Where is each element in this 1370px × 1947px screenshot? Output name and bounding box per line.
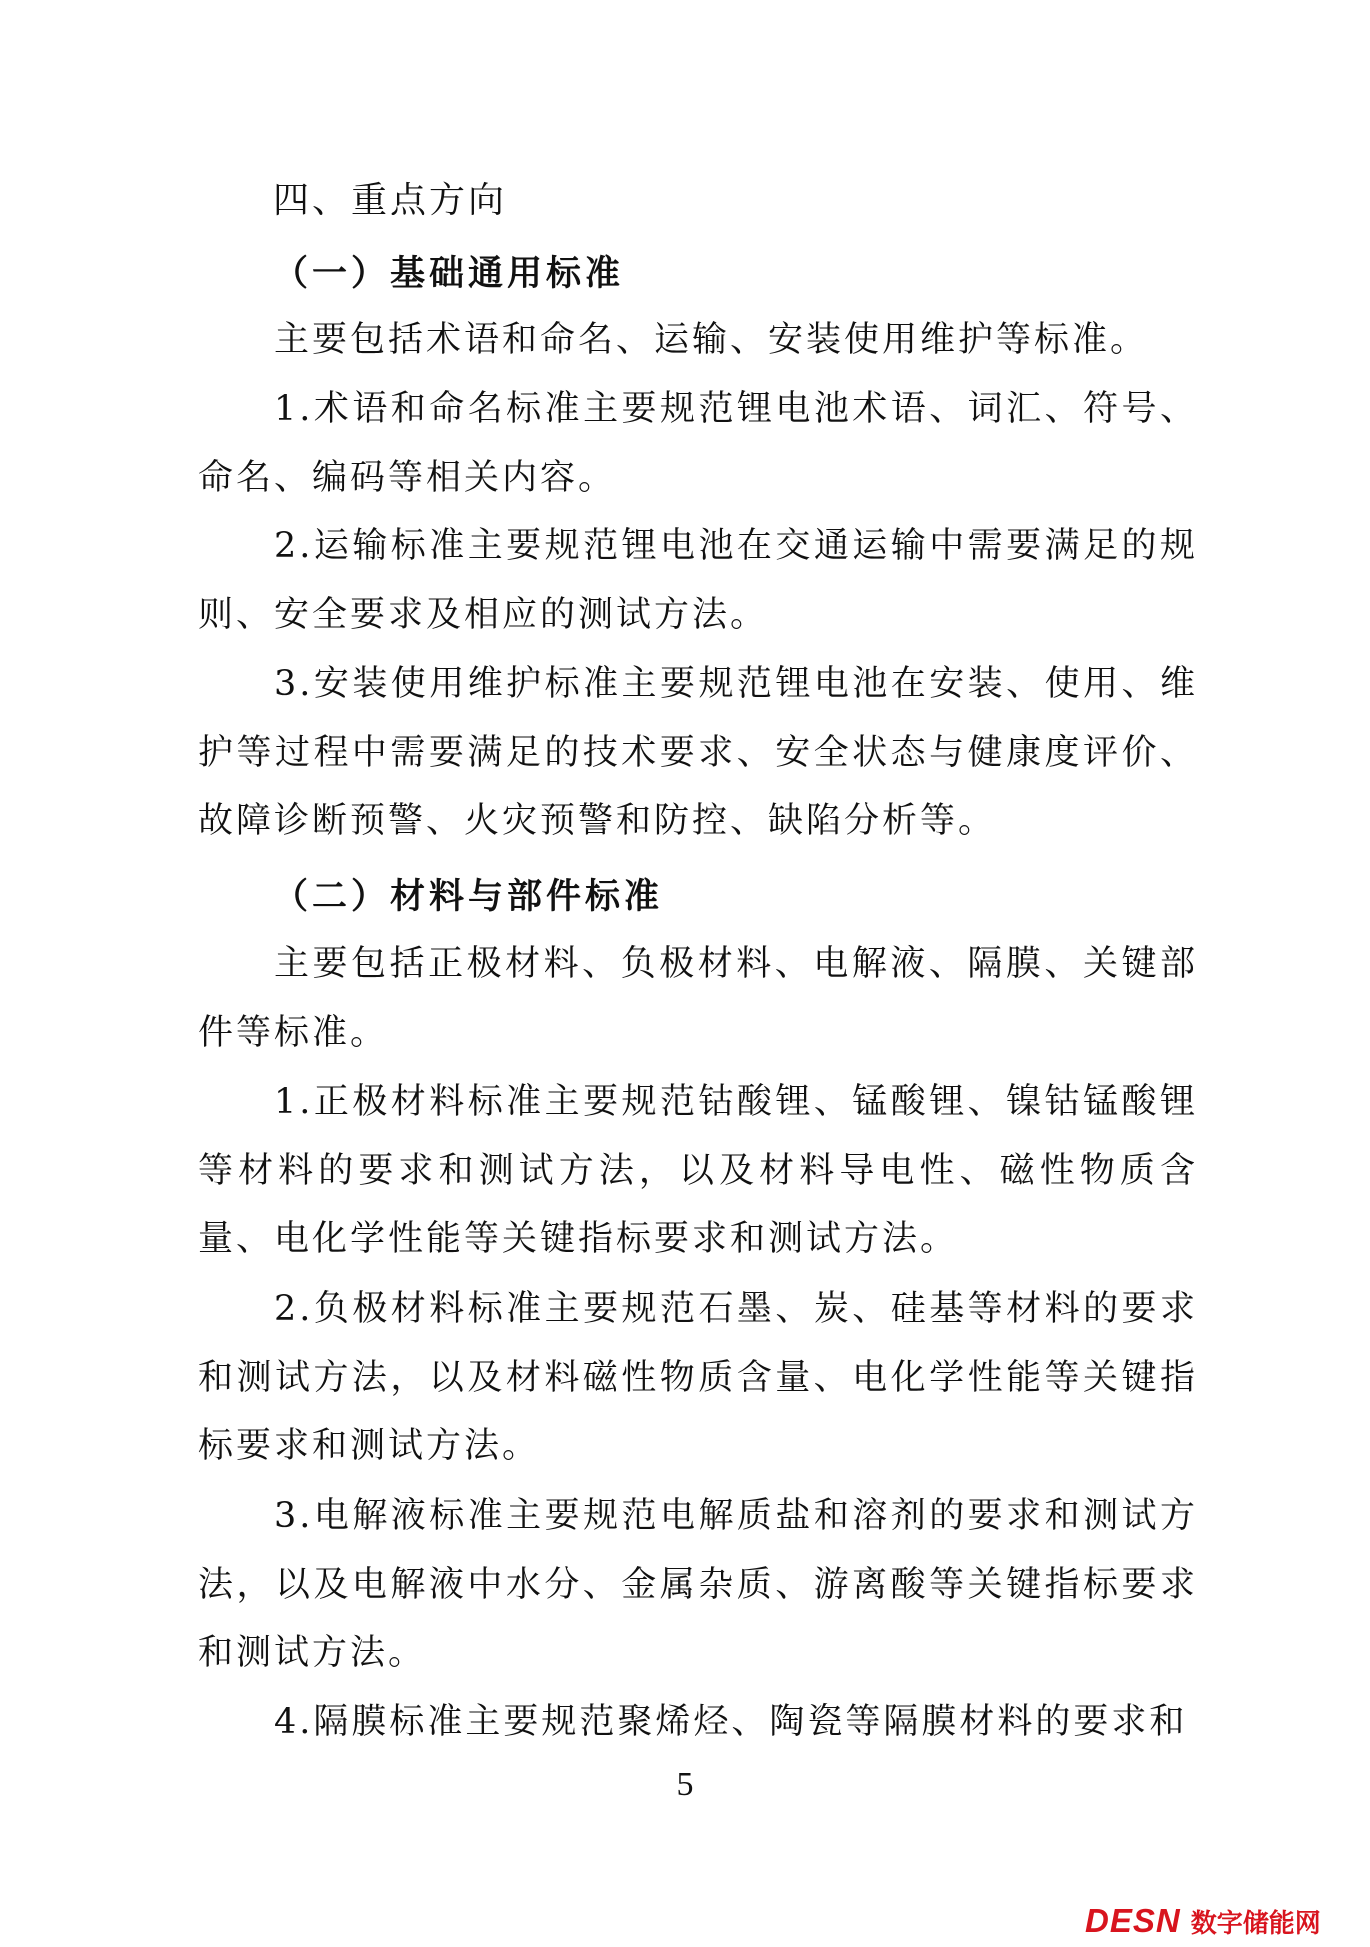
subsection-2-item-4: 4.隔膜标准主要规范聚烯烃、陶瓷等隔膜材料的要求和 bbox=[274, 1702, 1188, 1742]
subsection-1-item-3: 3.安装使用维护标准主要规范锂电池在安装、使用、维护等过程中需要满足的技术要求、安全状态与健康度评价、故障诊断预警、火灾预警和防控、缺陷分析等。 bbox=[198, 664, 1198, 841]
subsection-1-item-1: 1.术语和命名标准主要规范锂电池术语、词汇、符号、命名、编码等相关内容。 bbox=[198, 389, 1198, 498]
page-number: 5 bbox=[676, 1766, 694, 1803]
watermark-text: 数字储能网 bbox=[1190, 1908, 1321, 1939]
watermark bbox=[1085, 1902, 1321, 1940]
watermark-logo: DESN bbox=[1085, 1902, 1181, 1939]
subsection-2-item-2: 2.负极材料标准主要规范石墨、炭、硅基等材料的要求和测试方法，以及材料磁性物质含量、电化学性能等关键指标要求和测试方法。 bbox=[198, 1289, 1198, 1466]
section-title: 四、重点方向 bbox=[273, 180, 508, 221]
subsection-1-item-2: 2.运输标准主要规范锂电池在交通运输中需要满足的规则、安全要求及相应的测试方法。 bbox=[198, 526, 1198, 635]
subsection-1-intro: 主要包括术语和命名、运输、安装使用维护等标准。 bbox=[274, 320, 1149, 360]
subsection-2-title: （二）材料与部件标准 bbox=[273, 877, 664, 917]
subsection-1-title: （一）基础通用标准 bbox=[273, 254, 625, 294]
subsection-2-intro: 主要包括正极材料、负极材料、电解液、隔膜、关键部件等标准。 bbox=[198, 944, 1198, 1053]
subsection-2-item-1: 1.正极材料标准主要规范钴酸锂、锰酸锂、镍钴锰酸锂等材料的要求和测试方法，以及材料导电性、磁性物质含量、电化学性能等关键指标要求和测试方法。 bbox=[198, 1082, 1198, 1259]
subsection-2-item-3: 3.电解液标准主要规范电解质盐和溶剂的要求和测试方法，以及电解液中水分、金属杂质、游离酸等关键指标要求和测试方法。 bbox=[198, 1496, 1198, 1673]
